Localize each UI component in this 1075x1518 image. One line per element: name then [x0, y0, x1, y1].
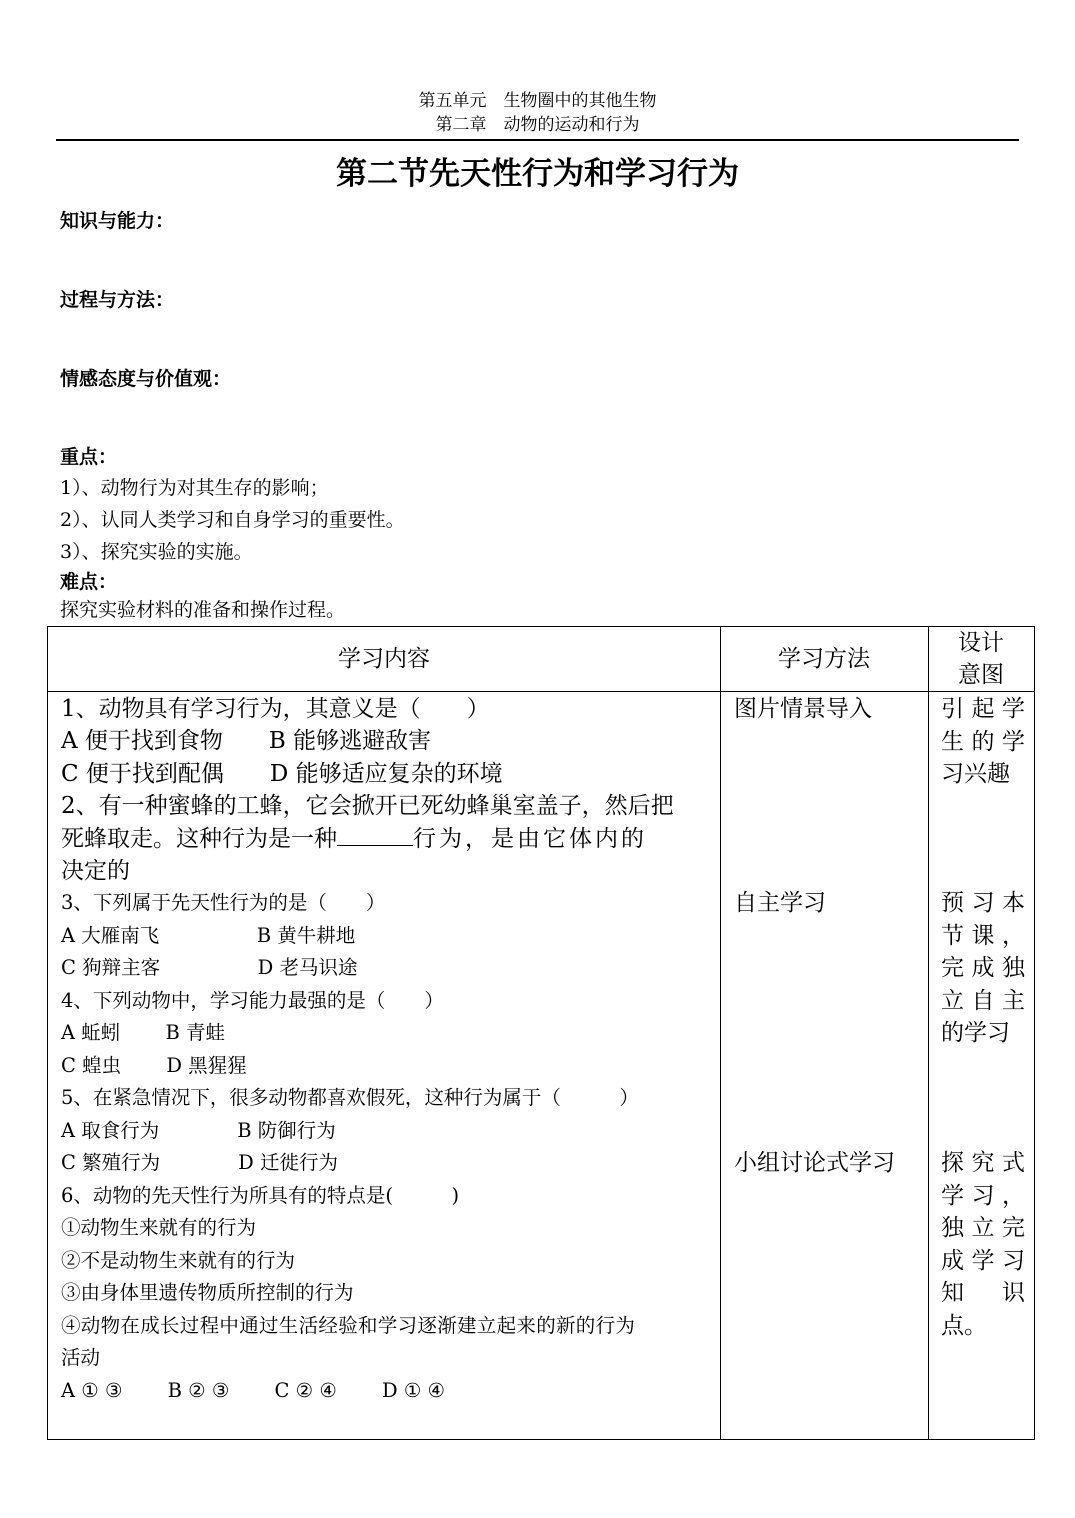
- intent-line: 知识点。: [941, 1280, 1025, 1339]
- method-text: 自主学习: [734, 890, 826, 916]
- key-point-item: 2）、认同人类学习和自身学习的重要性。: [60, 509, 405, 531]
- header-content: 学习内容: [338, 646, 430, 672]
- intent-line: 习兴趣: [941, 761, 1010, 787]
- intent-line: 成学习: [941, 1247, 1025, 1274]
- table-divider: [928, 627, 929, 1439]
- method-text: 小组讨论式学习: [734, 1150, 895, 1176]
- question-line: 2、有一种蜜蜂的工蜂，它会掀开已死幼蜂巢室盖子，然后把: [61, 793, 674, 819]
- lesson-table: [47, 626, 1035, 1440]
- header-intent-line: 意图: [958, 662, 1004, 688]
- intent-line: 探究式: [941, 1150, 1025, 1176]
- intent-line: 完成独: [941, 955, 1025, 981]
- question-line: 4、下列动物中，学习能力最强的是（ ）: [61, 989, 444, 1012]
- objective-knowledge-label: 知识与能力：: [60, 210, 175, 232]
- question-line: A 便于找到食物 B 能够逃避敌害: [61, 728, 432, 754]
- question-line: A 取食行为 B 防御行为: [61, 1119, 336, 1142]
- objective-emotion-label: 情感态度与价值观：: [60, 368, 232, 390]
- intent-line: 生的学: [941, 728, 1025, 755]
- question-line: A 蚯蚓 B 青蛙: [61, 1021, 226, 1044]
- question-line: A ① ③ B ② ③ C ② ④ D ① ④: [61, 1379, 446, 1402]
- chapter-header: 第二章 动物的运动和行为: [435, 115, 640, 135]
- intent-text: [941, 1147, 1025, 1342]
- intent-line: 预习本: [941, 890, 1025, 916]
- question-line: [61, 823, 711, 856]
- key-point-item: 1）、动物行为对其生存的影响；: [60, 477, 329, 499]
- intent-line: 学习，: [941, 1182, 1025, 1209]
- header-intent: [928, 627, 1034, 691]
- question-line: ③由身体里遗传物质所控制的行为: [61, 1281, 354, 1304]
- question-line: 1、动物具有学习行为，其意义是（ ）: [61, 696, 490, 722]
- objective-process-label: 过程与方法：: [60, 289, 175, 311]
- question-line: 5、在紧急情况下，很多动物都喜欢假死，这种行为属于（ ）: [61, 1086, 639, 1109]
- header-intent-line: 设计: [958, 630, 1004, 656]
- question-fragment: 死蜂取走。这种行为是一种: [61, 826, 337, 852]
- question-line: 决定的: [61, 858, 130, 884]
- question-fragment: 行为，是由它体内的: [413, 826, 647, 852]
- table-header-divider: [48, 691, 1034, 692]
- question-line: C 狗辩主客 D 老马识途: [61, 956, 358, 979]
- question-line: C 便于找到配偶 D 能够适应复杂的环境: [61, 761, 503, 787]
- difficulty-label: 难点：: [60, 571, 118, 593]
- intent-line: 节课，: [941, 922, 1025, 949]
- question-line: 活动: [61, 1346, 101, 1369]
- question-line: A 大雁南飞 B 黄牛耕地: [61, 924, 356, 947]
- unit-header: 第五单元 生物圈中的其他生物: [418, 91, 657, 111]
- key-points-label: 重点：: [60, 446, 118, 468]
- question-line: 3、下列属于先天性行为的是（ ）: [61, 891, 386, 914]
- key-point-item: 3）、探究实验的实施。: [60, 541, 253, 563]
- intent-text: [941, 693, 1025, 791]
- question-line: C 繁殖行为 D 迁徙行为: [61, 1151, 338, 1174]
- intent-line: 独立完: [941, 1215, 1025, 1241]
- answer-blank: [337, 823, 413, 846]
- method-text: 图片情景导入: [734, 696, 872, 722]
- question-line: ①动物生来就有的行为: [61, 1216, 257, 1239]
- page-title: 第二节先天性行为和学习行为: [336, 156, 739, 192]
- intent-line: 的学习: [941, 1020, 1010, 1046]
- difficulty-text: 探究实验材料的准备和操作过程。: [60, 599, 346, 621]
- question-line: C 蝗虫 D 黑猩猩: [61, 1054, 247, 1077]
- question-line: ②不是动物生来就有的行为: [61, 1249, 296, 1272]
- header-rule: [56, 139, 1019, 141]
- header-method: 学习方法: [778, 646, 870, 672]
- intent-line: 立自主: [941, 987, 1025, 1014]
- question-line: ④动物在成长过程中通过生活经验和学习逐渐建立起来的新的行为: [61, 1314, 636, 1337]
- intent-text: [941, 887, 1025, 1050]
- question-line: 6、动物的先天性行为所具有的特点是( ): [61, 1184, 460, 1207]
- intent-line: 引起学: [941, 696, 1025, 722]
- table-divider: [720, 627, 721, 1439]
